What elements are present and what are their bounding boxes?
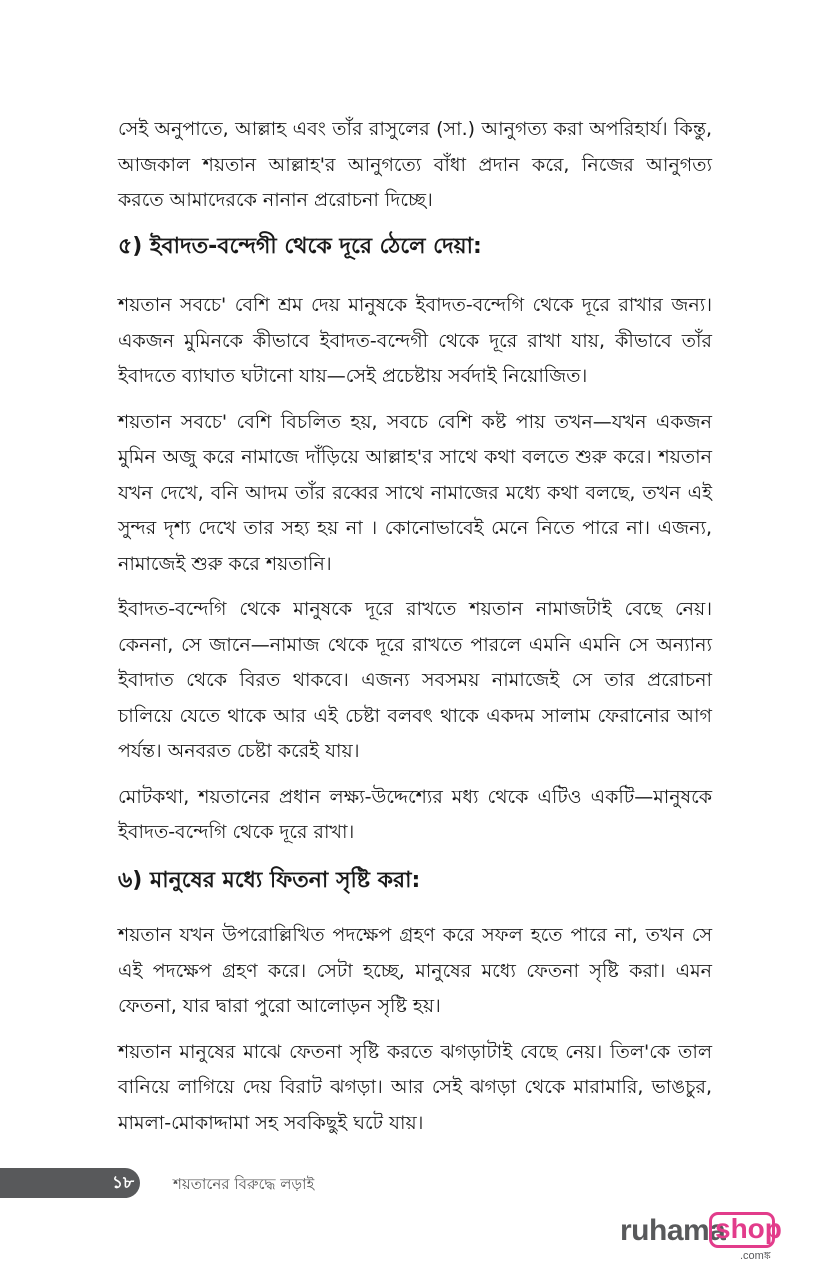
intro-text	[118, 112, 712, 229]
paragraph: ইবাদত-বন্দেগি থেকে মানুষকে দূরে রাখতে শয়তান নামাজটাই বেছে নেয়। কেননা, সে জানে—নামাজ থেকে দূরে রাখতে পারলে এমনি এমনি সে অন্যান্য ইবাদাত থেকে বিরত থাকবে। এজন্য সবসময় নামাজেই সে তার প্ররোচনা চালিয়ে যেতে থাকে আর এই চেষ্টা বলবৎ থাকে একদম সালাম ফেরানোর আগ পর্যন্ত। অনবরত চেষ্টা করেই যায়।	[118, 598, 712, 762]
section-heading-6: ৬) মানুষের মধ্যে ফিতনা সৃষ্টি করা:	[118, 868, 421, 893]
logo-text-dotcom: .comঙ্ক	[740, 1250, 771, 1262]
section-5-body	[118, 288, 712, 861]
paragraph: শয়তান যখন উপরোল্লিখিত পদক্ষেপ গ্রহণ করে সফল হতে পারে না, তখন সে এই পদক্ষেপ গ্রহণ করে। সেটা হচ্ছে, মানুষের মধ্যে ফেতনা সৃষ্টি করা। এমন ফেতনা, যার দ্বারা পুরো আলোড়ন সৃষ্টি হয়।	[118, 924, 712, 1017]
section-6-body	[118, 918, 712, 1151]
paragraph: শয়তান সবচে' বেশি শ্রম দেয় মানুষকে ইবাদত-বন্দেগি থেকে দূরে রাখার জন্য। একজন মুমিনকে কীভাবে ইবাদত-বন্দেগী থেকে দূরে রাখা যায়, কীভাবে তাঁর ইবাদতে ব্যাঘাত ঘটানো যায়—সেই প্রচেষ্টায় সর্বদাই নিয়োজিত।	[118, 294, 712, 387]
running-book-title: শয়তানের বিরুদ্ধে লড়াই	[173, 1175, 315, 1193]
logo-text-ruhama: ruhama	[620, 1214, 726, 1247]
section-heading-5: ৫) ইবাদত-বন্দেগী থেকে দূরে ঠেলে দেয়া:	[118, 234, 482, 259]
paragraph: মোটকথা, শয়তানের প্রধান লক্ষ্য-উদ্দেশ্যের মধ্য থেকে এটিও একটি—মানুষকে ইবাদত-বন্দেগি থেকে দূরে রাখা।	[118, 785, 712, 843]
paragraph: সেই অনুপাতে, আল্লাহ এবং তাঁর রাসুলের (সা.) আনুগত্য করা অপরিহার্য। কিন্তু, আজকাল শয়তান আল্লাহ'র আনুগত্যে বাঁধা প্রদান করে, নিজের আনুগত্য করতে আমাদেরকে নানান প্ররোচনা দিচ্ছে।	[118, 118, 712, 211]
page-number: ১৮	[112, 1173, 135, 1193]
logo-text-shop: shop	[715, 1213, 782, 1244]
paragraph: শয়তান মানুষের মাঝে ফেতনা সৃষ্টি করতে ঝগড়াটাই বেছে নেয়। তিল'কে তাল বানিয়ে লাগিয়ে দেয় বিরাট ঝগড়া। আর সেই ঝগড়া থেকে মারামারি, ভাঙচুর, মামলা-মোকাদ্দামা সহ সবকিছুই ঘটে যায়।	[118, 1040, 712, 1134]
publisher-logo	[620, 1210, 780, 1260]
paragraph: শয়তান সবচে' বেশি বিচলিত হয়, সবচে বেশি কষ্ট পায় তখন—যখন একজন মুমিন অজু করে নামাজে দাঁড়িয়ে আল্লাহ'র সাথে কথা বলতে শুরু করে। শয়তান যখন দেখে, বনি আদম তাঁর রব্বের সাথে নামাজের মধ্যে কথা বলছে, তখন এই সুন্দর দৃশ্য দেখে তার সহ্য হয় না । কোনোভাবেই মেনে নিতে পারে না। এজন্য, নামাজেই শুরু করে শয়তানি।	[118, 410, 712, 575]
